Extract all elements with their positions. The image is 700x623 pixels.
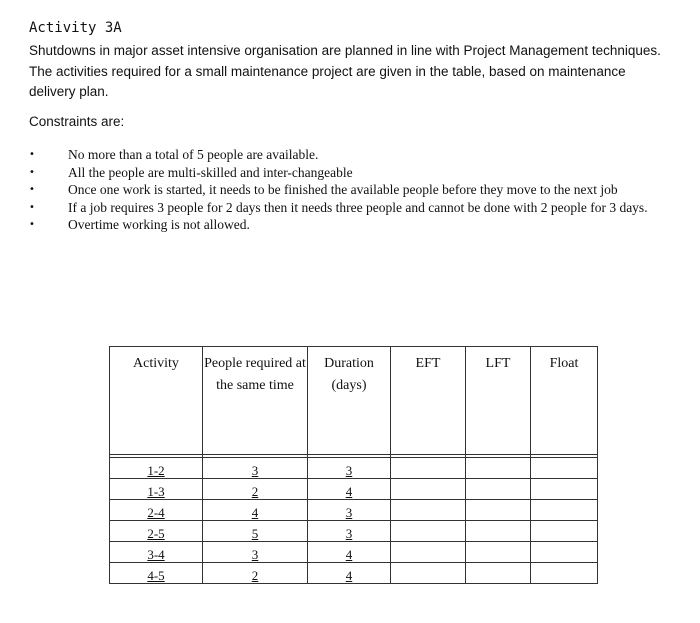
cell-lft <box>466 563 531 584</box>
constraint-text: If a job requires 3 people for 2 days then it needs three people and cannot be done with 2 people for 3 days. <box>68 199 648 215</box>
cell-eft <box>391 521 466 542</box>
constraint-item <box>29 216 669 234</box>
header-people: People required at the same time <box>203 347 308 455</box>
table-row <box>110 521 598 542</box>
table-row <box>110 500 598 521</box>
bullet-icon: • <box>29 149 35 160</box>
constraint-item <box>29 181 669 199</box>
cell-people: 5 <box>251 526 259 541</box>
header-activity: Activity <box>110 347 203 455</box>
activity-heading: Activity 3A <box>29 20 122 36</box>
cell-activity: 2-5 <box>147 526 165 541</box>
table-header-row <box>110 347 598 455</box>
cell-activity: 3-4 <box>147 547 165 562</box>
constraint-item <box>29 146 669 164</box>
constraint-text: Overtime working is not allowed. <box>68 217 250 232</box>
table-row <box>110 458 598 479</box>
cell-lft <box>466 542 531 563</box>
cell-people: 2 <box>251 568 259 583</box>
header-lft: LFT <box>466 347 531 455</box>
intro-paragraph: Shutdowns in major asset intensive organisation are planned in line with Project Management techniques. The activities required for a small maintenance project are given in the table, based on maintenance delivery plan. <box>29 43 661 99</box>
cell-people: 4 <box>251 505 259 520</box>
cell-duration: 4 <box>345 484 353 499</box>
constraints-list <box>29 146 669 234</box>
cell-float <box>531 479 598 500</box>
cell-duration: 4 <box>345 568 353 583</box>
cell-lft <box>466 500 531 521</box>
cell-lft <box>466 521 531 542</box>
cell-eft <box>391 479 466 500</box>
cell-people: 3 <box>251 547 259 562</box>
bullet-icon: • <box>29 166 35 178</box>
cell-duration: 4 <box>345 547 353 562</box>
table-row <box>110 542 598 563</box>
constraint-text: All the people are multi-skilled and inter-changeable <box>68 164 353 180</box>
table-row <box>110 563 598 584</box>
bullet-icon: • <box>29 201 35 213</box>
cell-eft <box>391 458 466 479</box>
constraint-text: No more than a total of 5 people are available. <box>68 147 319 162</box>
constraint-text: Once one work is started, it needs to be finished the available people before they move to the next job <box>68 182 618 197</box>
header-eft: EFT <box>391 347 466 455</box>
cell-activity: 1-2 <box>147 463 165 478</box>
constraint-item <box>29 164 669 182</box>
bullet-icon: • <box>29 184 35 195</box>
cell-float <box>531 521 598 542</box>
constraint-item <box>29 199 669 217</box>
cell-people: 3 <box>251 463 259 478</box>
bullet-icon: • <box>29 219 35 230</box>
cell-float <box>531 542 598 563</box>
cell-float <box>531 458 598 479</box>
cell-lft <box>466 479 531 500</box>
cell-activity: 4-5 <box>147 568 165 583</box>
header-float: Float <box>531 347 598 455</box>
cell-duration: 3 <box>345 505 353 520</box>
table-row <box>110 479 598 500</box>
activity-table <box>109 346 598 584</box>
cell-activity: 2-4 <box>147 505 165 520</box>
constraints-title: Constraints are: <box>29 114 125 129</box>
cell-eft <box>391 500 466 521</box>
cell-float <box>531 563 598 584</box>
cell-duration: 3 <box>345 463 353 478</box>
cell-float <box>531 500 598 521</box>
header-duration: Duration (days) <box>308 347 391 455</box>
cell-activity: 1-3 <box>147 484 165 499</box>
cell-lft <box>466 458 531 479</box>
activity-table-wrapper <box>109 346 598 584</box>
cell-eft <box>391 563 466 584</box>
cell-people: 2 <box>251 484 259 499</box>
cell-duration: 3 <box>345 526 353 541</box>
cell-eft <box>391 542 466 563</box>
